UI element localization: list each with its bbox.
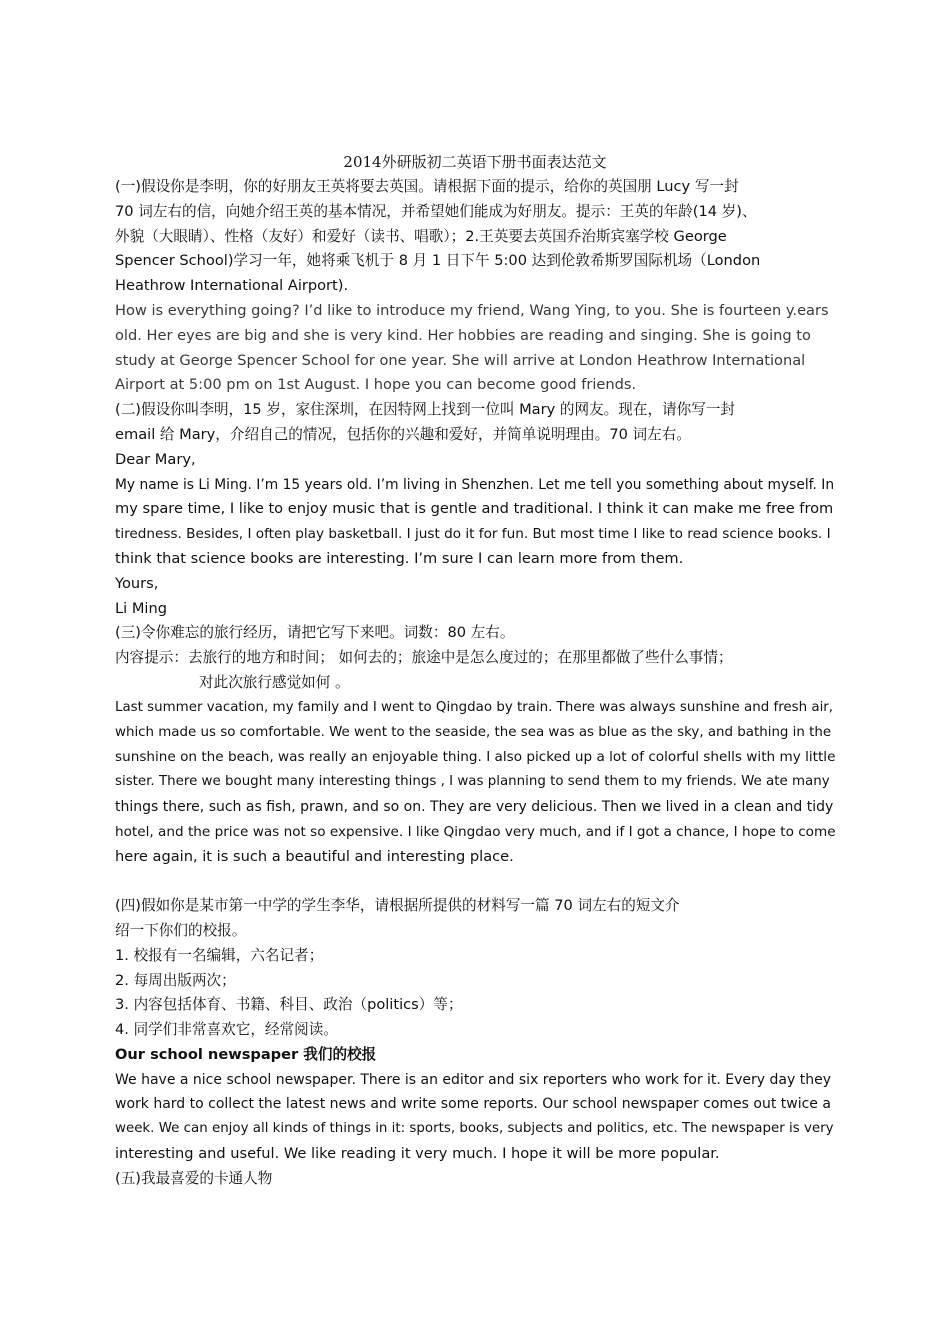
task-2-essay-line: my spare time, I like to enjoy music that is gentle and traditional. I think it can make me free from	[115, 500, 834, 518]
task-3-hint-line: 内容提示：去旅行的地方和时间； 如何去的；旅途中是怎么度过的；在那里都做了些什么事情；	[115, 649, 733, 667]
task-2-prompt-line: (二)假设你叫李明，15 岁，家住深圳，在因特网上找到一位叫 Mary 的网友。现在，请你写一封	[115, 401, 736, 419]
document-body	[115, 175, 837, 1192]
task-2-essay-line: tiredness. Besides, I often play basketball. I just do it for fun. But most time I like to read science books. I	[115, 526, 831, 543]
task-4-prompt-line: 绍一下你们的校报。	[115, 921, 247, 939]
letter-signature: Li Ming	[115, 599, 167, 617]
blank-line	[115, 869, 837, 894]
task-4-essay-line: week. We can enjoy all kinds of things in it: sports, books, subjects and politics, etc. The newspaper is very	[115, 1121, 834, 1137]
task-1-essay-line: Airport at 5:00 pm on 1st August. I hope you can become good friends.	[115, 376, 637, 394]
task-1-prompt-line: Spencer School)学习一年，她将乘飞机于 8 月 1 日下午 5:00 达到伦敦希斯罗国际机场（London	[115, 252, 761, 270]
task-4-essay-heading: Our school newspaper 我们的校报	[115, 1045, 377, 1063]
task-1-essay-line: How is everything going? I’d like to introduce my friend, Wang Ying, to you. She is fourteen y.ears	[115, 301, 829, 319]
task-4-list-item: 4. 同学们非常喜欢它，经常阅读。	[115, 1021, 338, 1039]
task-3-essay-line: here again, it is such a beautiful and interesting place.	[115, 847, 514, 865]
task-4-essay-line: work hard to collect the latest news and write some reports. Our school newspaper comes out twice a	[115, 1096, 831, 1113]
task-1-prompt-line: (一)假设你是李明，你的好朋友王英将要去英国。请根据下面的提示，给你的英国朋 Lucy 写一封	[115, 178, 739, 195]
task-2-essay-line: My name is Li Ming. I’m 15 years old. I’m living in Shenzhen. Let me tell you something about myself. In	[115, 476, 835, 493]
task-3-essay-line: Last summer vacation, my family and I went to Qingdao by train. There was always sunshine and fresh air,	[115, 699, 834, 715]
task-2-essay-line: think that science books are interesting. I’m sure I can learn more from them.	[115, 549, 684, 567]
task-3-essay-line: sunshine on the beach, was really an enjoyable thing. I also picked up a lot of colorful shells with my little	[115, 749, 836, 766]
task-3-hint-line: 对此次旅行感觉如何 。	[199, 673, 350, 691]
task-4-essay-line: We have a nice school newspaper. There is an editor and six reporters who work for it. Every day they	[115, 1071, 832, 1088]
task-3-prompt-line: (三)令你难忘的旅行经历，请把它写下来吧。词数：80 左右。	[115, 624, 515, 642]
task-4-list-item: 2. 每周出版两次；	[115, 971, 236, 989]
task-3-essay-line: hotel, and the price was not so expensive. I like Qingdao very much, and if I got a chance, I hope to come	[115, 823, 836, 840]
task-1-essay-line: study at George Spencer School for one year. She will arrive at London Heathrow International	[115, 351, 806, 369]
task-3-essay-line: sister. There we bought many interesting things , I was planning to send them to my friends. We ate many	[115, 774, 830, 790]
task-1-prompt-line: 70 词左右的信，向她介绍王英的基本情况，并希望她们能成为好朋友。提示：王英的年龄(14 岁)、	[115, 202, 757, 220]
letter-closing: Yours,	[115, 574, 159, 592]
task-3-essay-line: which made us so comfortable. We went to the seaside, the sea was as blue as the sky, and bathing in the	[115, 724, 832, 740]
task-4-list-item: 3. 内容包括体育、书籍、科目、政治（politics）等；	[115, 996, 463, 1014]
task-1-prompt-line: Heathrow International Airport).	[115, 277, 349, 295]
document-title: 2014外研版初二英语下册书面表达范文	[343, 153, 607, 171]
task-4-essay-line: interesting and useful. We like reading it very much. I hope it will be more popular.	[115, 1145, 720, 1163]
task-2-prompt-line: email 给 Mary，介绍自己的情况，包括你的兴趣和爱好，并简单说明理由。70 词左右。	[115, 425, 691, 443]
task-1-essay-line: old. Her eyes are big and she is very kind. Her hobbies are reading and singing. She is going to	[115, 326, 811, 344]
letter-salutation: Dear Mary,	[115, 450, 196, 468]
task-1-prompt-line: 外貌（大眼睛）、性格（友好）和爱好（读书、唱歌）；2.王英要去英国乔治斯宾塞学校 George	[115, 227, 727, 245]
task-4-prompt-line: (四)假如你是某市第一中学的学生李华，请根据所提供的材料写一篇 70 词左右的短文介	[115, 897, 680, 915]
task-3-essay-line: things there, such as fish, prawn, and so on. They are very delicious. Then we lived in a clean and tidy	[115, 798, 834, 815]
task-5-prompt-line: (五)我最喜爱的卡通人物	[115, 1169, 273, 1187]
task-4-list-item: 1. 校报有一名编辑，六名记者；	[115, 946, 324, 964]
